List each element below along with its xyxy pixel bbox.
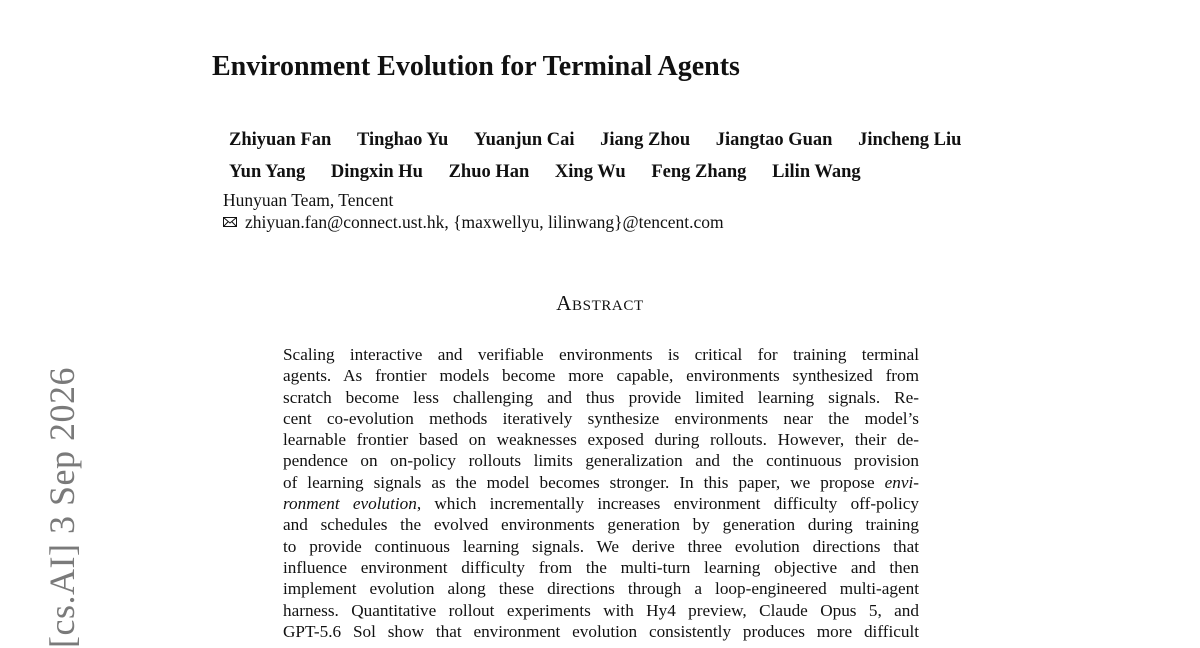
abstract-heading: Abstract	[556, 291, 644, 315]
paper-title: Environment Evolution for Terminal Agents	[212, 51, 740, 82]
arxiv-side-stamp: [cs.AI] 3 Sep 2026	[42, 367, 82, 648]
abstract-line: harness. Quantitative rollout experiments with Hy4 preview, Claude Opus 5, and	[283, 600, 919, 620]
emphasis-term: ronment evolution	[283, 494, 417, 514]
envelope-icon	[223, 217, 237, 227]
abstract-line: cent co-evolution methods iteratively synthesize environments near the model’s	[283, 408, 919, 428]
abstract-line: GPT-5.6 Sol show that environment evolution consistently produces more difficult	[283, 621, 919, 641]
author-row-2	[229, 156, 1029, 188]
author-name: Jincheng Liu	[858, 130, 962, 150]
abstract-line: of learning signals as the model becomes stronger. In this paper, we propose envi-	[283, 472, 919, 492]
author-name: Xing Wu	[554, 162, 626, 182]
author-name: Jiang Zhou	[600, 130, 691, 150]
author-name: Feng Zhang	[651, 162, 747, 182]
abstract-body	[283, 344, 919, 642]
author-name: Lilin Wang	[772, 162, 861, 182]
abstract-line: learnable frontier based on weaknesses exposed during rollouts. However, their de-	[283, 430, 919, 450]
abstract-line: and schedules the evolved environments generation by generation during training	[283, 515, 919, 535]
abstract-line: influence environment difficulty from the multi-turn learning objective and then	[283, 557, 919, 577]
emphasis-term: envi-	[884, 472, 919, 492]
abstract-line: to provide continuous learning signals. We derive three evolution directions that	[283, 536, 919, 556]
affiliation: Hunyuan Team, Tencent	[223, 190, 394, 210]
author-name: Yun Yang	[229, 162, 306, 182]
author-name: Tinghao Yu	[356, 130, 449, 150]
author-name: Zhiyuan Fan	[229, 130, 332, 150]
abstract-line: agents. As frontier models become more capable, environments synthesized from	[283, 366, 919, 386]
abstract-line: pendence on on-policy rollouts limits generalization and the continuous provision	[283, 451, 919, 471]
abstract-line: implement evolution along these directions through a loop-engineered multi-agent	[283, 579, 919, 599]
author-name: Zhuo Han	[448, 162, 530, 182]
contact-email-line	[223, 212, 724, 233]
abstract-line: scratch become less challenging and thus provide limited learning signals. Re-	[283, 387, 919, 407]
abstract-line: Scaling interactive and verifiable environments is critical for training terminal	[283, 345, 919, 364]
author-row-1	[229, 124, 1029, 156]
author-name: Dingxin Hu	[330, 162, 423, 182]
author-name: Yuanjun Cai	[473, 130, 575, 150]
abstract-line: ronment evolution, which incrementally increases environment difficulty off-policy	[283, 494, 919, 514]
contact-email: zhiyuan.fan@connect.ust.hk, {maxwellyu, lilinwang}@tencent.com	[245, 212, 724, 232]
author-name: Jiangtao Guan	[715, 130, 833, 150]
author-list	[229, 124, 1029, 188]
